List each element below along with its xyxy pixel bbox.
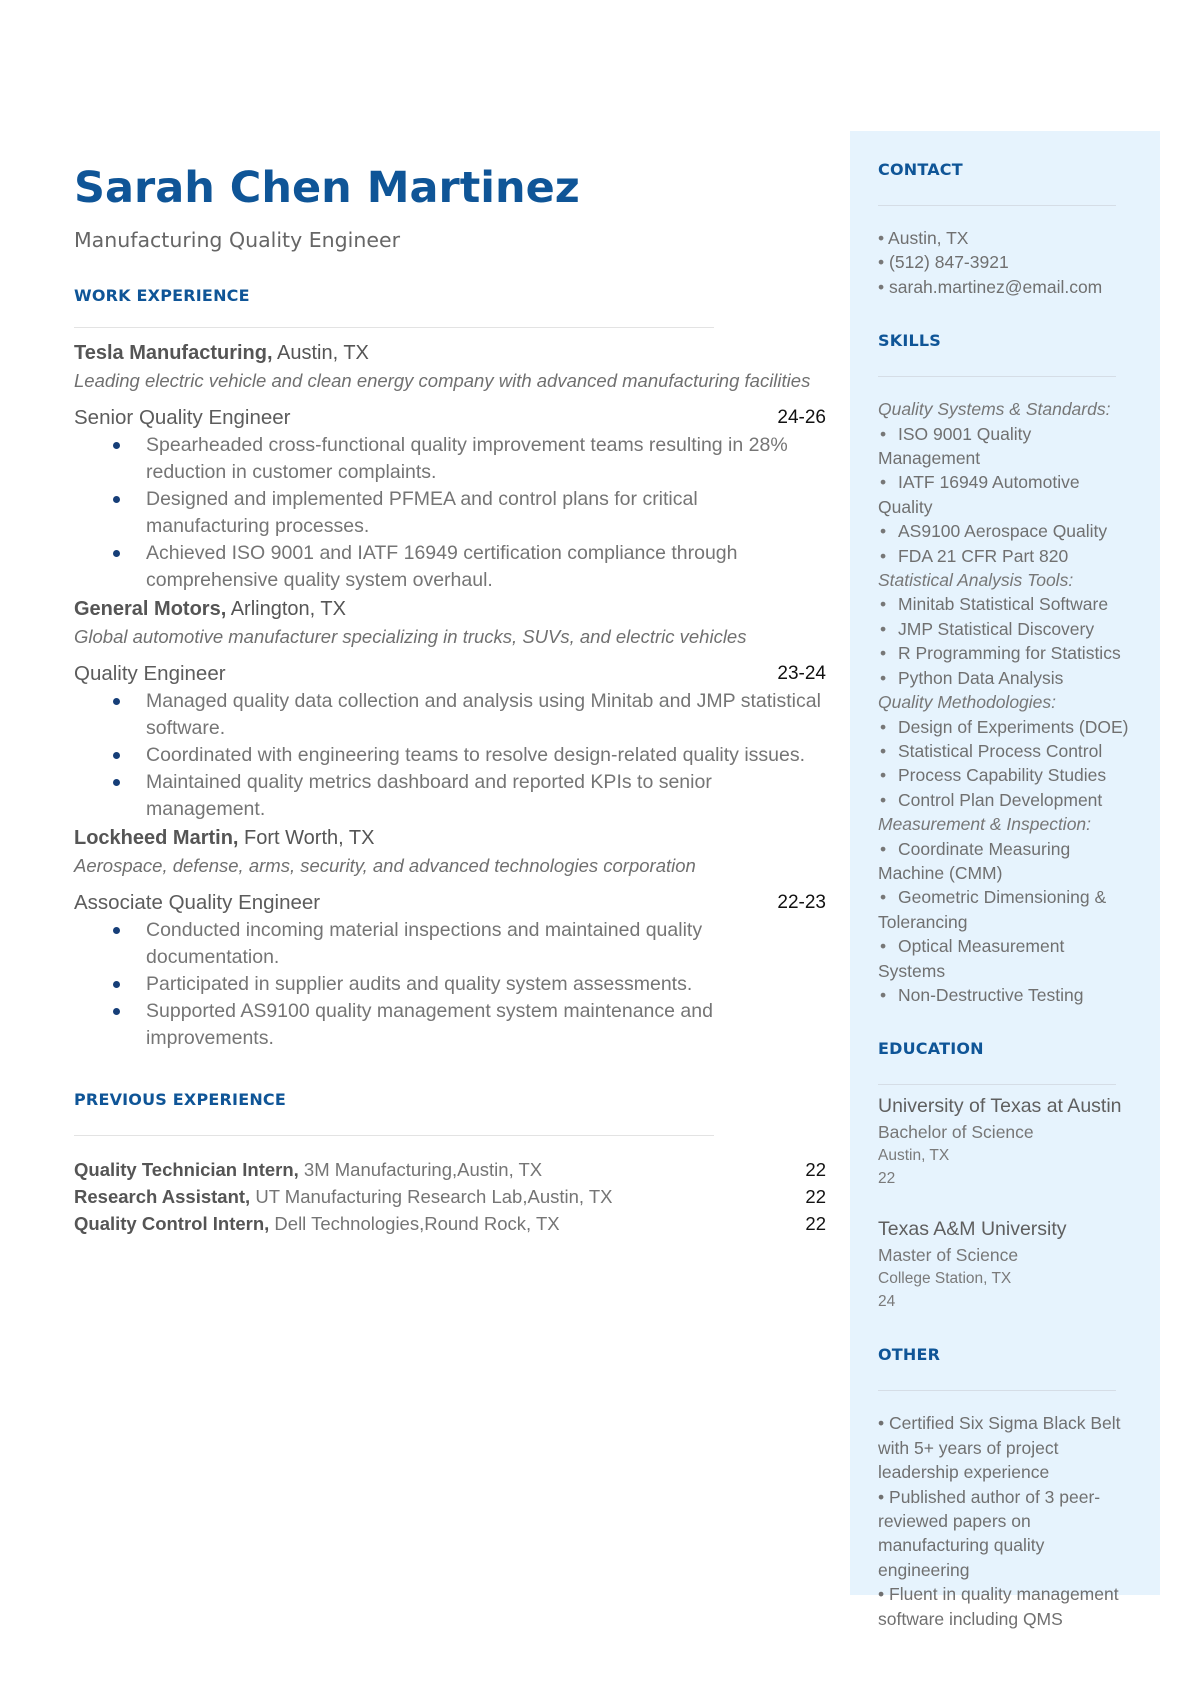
skill-text: IATF 16949 Automotive Quality	[878, 472, 1080, 517]
skill-text: ISO 9001 Quality Management	[878, 423, 1032, 469]
bullet-icon: •	[880, 740, 887, 761]
work-entry	[74, 596, 826, 823]
skill-text: Statistical Process Control	[898, 740, 1103, 761]
school-location: College Station, TX	[878, 1270, 1012, 1288]
bullet-text: Achieved ISO 9001 and IATF 16949 certification compliance through comprehensive quality system overhaul.	[146, 542, 738, 591]
degree: Bachelor of Science	[878, 1122, 1034, 1143]
bullet-dot-icon	[113, 550, 120, 557]
skill-item	[878, 837, 1136, 886]
contact-item	[878, 226, 1136, 250]
bullet-icon: •	[880, 521, 887, 542]
previous-experience-item	[74, 1183, 826, 1210]
education-entry	[878, 1093, 1136, 1190]
job-bullet	[146, 432, 826, 486]
previous-experience-item	[74, 1156, 826, 1183]
skill-text: Optical Measurement Systems	[878, 936, 1065, 981]
previous-organization: Dell Technologies,Round Rock, TX	[269, 1213, 560, 1234]
spacer	[878, 1190, 1136, 1216]
contact-text: Austin, TX	[888, 228, 969, 248]
education-list	[878, 1093, 1136, 1313]
job-title-row	[74, 889, 826, 916]
bullet-icon: •	[880, 789, 887, 810]
other-item	[878, 1485, 1128, 1583]
skill-text: JMP Statistical Discovery	[898, 618, 1095, 639]
skill-text: R Programming for Statistics	[898, 643, 1121, 664]
previous-role: Quality Technician Intern,	[74, 1159, 299, 1180]
previous-organization: 3M Manufacturing,Austin, TX	[298, 1159, 543, 1180]
skill-item	[878, 983, 1136, 1007]
bullet-icon: •	[880, 984, 887, 1005]
skill-item	[878, 641, 1136, 665]
contact-item	[878, 250, 1136, 274]
bullet-icon: •	[880, 472, 887, 493]
job-bullet	[146, 742, 826, 769]
bullet-icon: •	[878, 1584, 885, 1605]
company-location: Fort Worth, TX	[238, 827, 375, 849]
section-divider	[74, 327, 714, 328]
bullet-icon: •	[878, 1413, 885, 1434]
skill-item	[878, 739, 1136, 763]
bullet-dot-icon	[113, 981, 120, 988]
bullet-dot-icon	[113, 698, 120, 705]
skill-item	[878, 666, 1136, 690]
bullet-dot-icon	[113, 752, 120, 759]
previous-organization: UT Manufacturing Research Lab,Austin, TX	[250, 1186, 613, 1207]
skill-text: Non-Destructive Testing	[898, 984, 1084, 1005]
work-experience-list	[74, 340, 826, 1052]
bullet-dot-icon	[113, 442, 120, 449]
bullet-icon: •	[880, 765, 887, 786]
other-list	[878, 1411, 1128, 1631]
company-description: Global automotive manufacturer specializing in trucks, SUVs, and electric vehicles	[74, 626, 747, 647]
bullet-dot-icon	[113, 779, 120, 786]
job-bullet	[146, 917, 826, 971]
company-line	[74, 340, 826, 367]
previous-role-line	[74, 1183, 613, 1210]
skill-item	[878, 885, 1136, 934]
contact-text: (512) 847-3921	[889, 252, 1009, 273]
skill-text: Coordinate Measuring Machine (CMM)	[878, 838, 1071, 883]
bullet-dot-icon	[113, 1008, 120, 1015]
bullet-icon: •	[880, 838, 887, 859]
bullet-icon: •	[880, 887, 887, 908]
company-name: General Motors,	[74, 598, 227, 620]
bullet-icon: •	[878, 252, 885, 273]
skill-item	[878, 715, 1136, 739]
job-bullet	[146, 540, 826, 594]
previous-experience-list	[74, 1156, 826, 1237]
job-dates: 23-24	[777, 663, 826, 684]
previous-experience-heading: PREVIOUS EXPERIENCE	[74, 1090, 286, 1109]
skill-category: Statistical Analysis Tools:	[878, 570, 1074, 591]
contact-heading: CONTACT	[878, 160, 963, 179]
bullet-text: Spearheaded cross-functional quality improvement teams resulting in 28% reduction in customer complaints.	[146, 434, 788, 483]
work-entry	[74, 825, 826, 1052]
skill-category: Quality Methodologies:	[878, 692, 1057, 713]
company-description: Leading electric vehicle and clean energy company with advanced manufacturing facilities	[74, 370, 811, 391]
section-divider	[878, 1084, 1116, 1085]
sidebar	[878, 160, 1136, 1631]
skill-item	[878, 763, 1136, 787]
company-location: Arlington, TX	[226, 598, 346, 620]
work-entry	[74, 340, 826, 594]
bullet-text: Conducted incoming material inspections and maintained quality documentation.	[146, 919, 703, 968]
bullet-text: Designed and implemented PFMEA and control plans for critical manufacturing processes.	[146, 488, 698, 537]
company-name: Lockheed Martin,	[74, 827, 239, 849]
company-line	[74, 825, 826, 852]
bullet-icon: •	[878, 1486, 885, 1507]
company-location: Austin, TX	[272, 342, 369, 364]
skill-item	[878, 422, 1136, 471]
bullet-icon: •	[878, 276, 885, 297]
skills-list	[878, 397, 1136, 1007]
section-divider	[878, 1390, 1116, 1391]
bullet-text: Participated in supplier audits and quality system assessments.	[146, 973, 693, 995]
job-dates: 24-26	[777, 407, 826, 428]
job-title-row	[74, 660, 826, 687]
bullet-dot-icon	[113, 496, 120, 503]
contact-item	[878, 275, 1136, 299]
company-description: Aerospace, defense, arms, security, and advanced technologies corporation	[74, 855, 696, 876]
bullet-icon: •	[880, 667, 887, 688]
bullet-icon: •	[880, 936, 887, 957]
bullet-text: Maintained quality metrics dashboard and reported KPIs to senior management.	[146, 771, 712, 820]
graduation-year: 22	[878, 1170, 896, 1188]
job-bullet	[146, 971, 826, 998]
job-bullet	[146, 998, 826, 1052]
skill-category: Measurement & Inspection:	[878, 814, 1092, 835]
bullet-icon: •	[878, 228, 885, 248]
job-dates: 22-23	[777, 892, 826, 913]
skill-item	[878, 544, 1136, 568]
other-text: Certified Six Sigma Black Belt with 5+ years of project leadership experience	[878, 1413, 1121, 1483]
previous-date: 22	[805, 1213, 826, 1234]
company-line	[74, 596, 826, 623]
previous-experience-item	[74, 1210, 826, 1237]
education-heading: EDUCATION	[878, 1039, 984, 1059]
skill-category: Quality Systems & Standards:	[878, 399, 1111, 420]
skill-text: Geometric Dimensioning & Tolerancing	[878, 887, 1107, 932]
main-column	[74, 160, 826, 1237]
job-title: Quality Engineer	[74, 662, 226, 685]
section-divider	[74, 1135, 714, 1136]
skill-text: Design of Experiments (DOE)	[898, 716, 1129, 737]
section-divider	[878, 205, 1116, 206]
bullet-text: Coordinated with engineering teams to resolve design-related quality issues.	[146, 744, 806, 766]
job-bullet	[146, 688, 826, 742]
job-bullets	[74, 688, 826, 823]
previous-role-line	[74, 1156, 542, 1183]
skills-heading: SKILLS	[878, 331, 941, 351]
bullet-text: Supported AS9100 quality management system maintenance and improvements.	[146, 1000, 713, 1049]
skill-text: AS9100 Aerospace Quality	[898, 521, 1108, 542]
job-bullets	[74, 917, 826, 1052]
bullet-icon: •	[880, 643, 887, 664]
bullet-icon: •	[880, 545, 887, 566]
skill-item	[878, 617, 1136, 641]
bullet-dot-icon	[113, 927, 120, 934]
degree: Master of Science	[878, 1245, 1019, 1266]
previous-date: 22	[805, 1159, 826, 1180]
skill-item	[878, 592, 1136, 616]
skill-item	[878, 934, 1136, 983]
job-bullets	[74, 432, 826, 594]
skill-text: Python Data Analysis	[898, 667, 1064, 688]
skill-text: Minitab Statistical Software	[898, 594, 1109, 615]
other-text: Published author of 3 peer-reviewed papers on manufacturing quality engineering	[878, 1486, 1101, 1580]
school-location: Austin, TX	[878, 1147, 950, 1165]
bullet-icon: •	[880, 618, 887, 639]
job-title: Senior Quality Engineer	[74, 406, 291, 429]
candidate-name: Sarah Chen Martinez	[74, 163, 580, 213]
job-bullet	[146, 486, 826, 540]
contact-text: sarah.martinez@email.com	[889, 276, 1103, 297]
job-bullet	[146, 769, 826, 823]
skill-text: FDA 21 CFR Part 820	[898, 545, 1069, 566]
bullet-icon: •	[880, 423, 887, 444]
candidate-title: Manufacturing Quality Engineer	[74, 228, 401, 252]
job-title-row	[74, 404, 826, 431]
school-name: University of Texas at Austin	[878, 1095, 1122, 1118]
other-item	[878, 1582, 1128, 1631]
section-divider	[878, 376, 1116, 377]
other-item	[878, 1411, 1128, 1484]
work-experience-heading: WORK EXPERIENCE	[74, 286, 250, 305]
previous-date: 22	[805, 1186, 826, 1207]
previous-role: Research Assistant,	[74, 1186, 251, 1207]
bullet-icon: •	[880, 716, 887, 737]
other-text: Fluent in quality management software including QMS	[878, 1584, 1119, 1629]
education-entry	[878, 1216, 1136, 1313]
previous-role-line	[74, 1210, 560, 1237]
bullet-icon: •	[880, 594, 887, 615]
skill-item	[878, 519, 1136, 543]
previous-role: Quality Control Intern,	[74, 1213, 270, 1234]
bullet-text: Managed quality data collection and analysis using Minitab and JMP statistical software.	[146, 690, 821, 739]
skill-item	[878, 470, 1136, 519]
skill-text: Process Capability Studies	[898, 765, 1107, 786]
contact-list	[878, 226, 1136, 299]
graduation-year: 24	[878, 1293, 896, 1311]
company-name: Tesla Manufacturing,	[74, 342, 273, 364]
skill-item	[878, 788, 1136, 812]
school-name: Texas A&M University	[878, 1218, 1067, 1241]
skill-text: Control Plan Development	[898, 789, 1103, 810]
other-heading: OTHER	[878, 1345, 941, 1365]
job-title: Associate Quality Engineer	[74, 891, 321, 914]
